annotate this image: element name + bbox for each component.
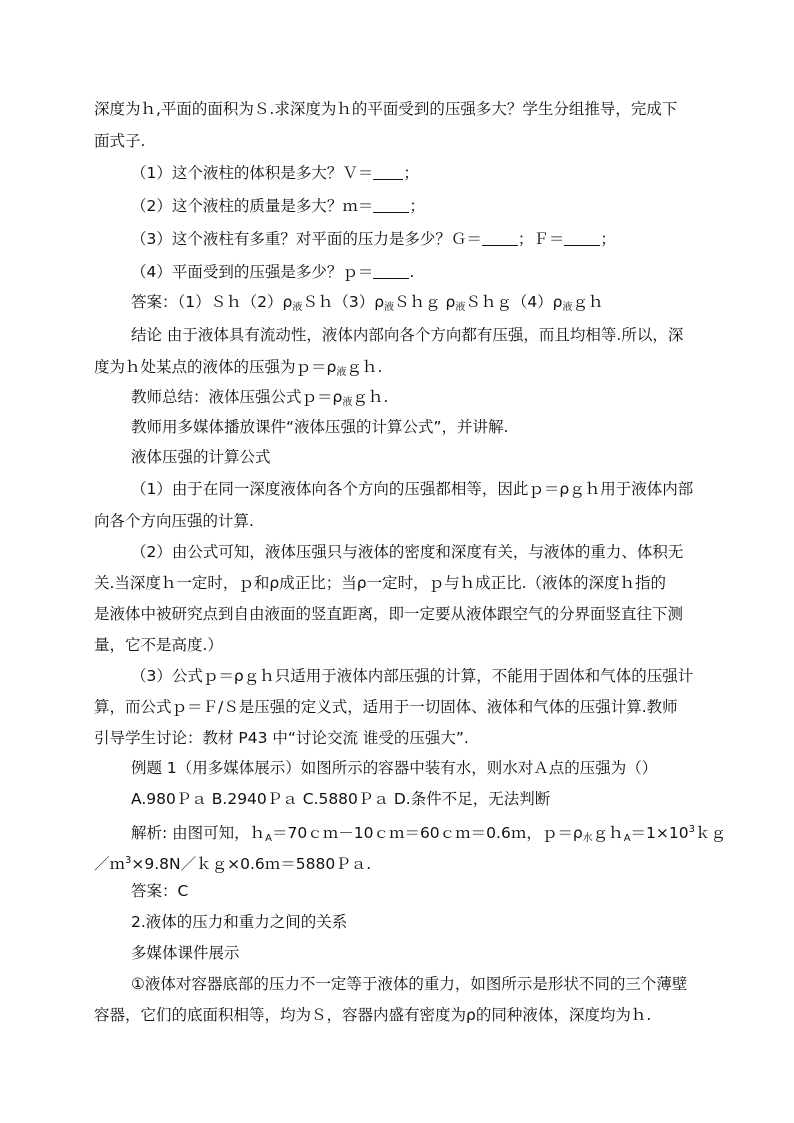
- solution-line: [131, 820, 726, 849]
- example-question: 例题 1（用多媒体展示）如图所示的容器中装有水，则水对Ａ点的压强为（）: [131, 759, 658, 777]
- subscript: 液: [384, 302, 395, 313]
- paragraph-line: 量，它不是高度.）: [94, 636, 223, 654]
- subscript: 水: [582, 833, 593, 844]
- question-1: [131, 163, 419, 183]
- punctuation: .: [409, 263, 415, 281]
- paragraph-line: 关.当深度ｈ一定时，ｐ和ρ成正比；当ρ一定时，ｐ与ｈ成正比.（液体的深度ｈ指的: [94, 574, 667, 592]
- punctuation: ；: [403, 164, 419, 182]
- question-2: [131, 196, 425, 216]
- question-text: （3）这个液柱有多重？对平面的压力是多少？Ｇ＝: [131, 230, 482, 248]
- superscript: 3: [688, 824, 695, 835]
- answer-blank: [482, 231, 518, 246]
- answer-line: 答案：C: [131, 882, 189, 900]
- summary-line: [131, 387, 388, 413]
- paragraph-line: 多媒体课件展示: [131, 944, 240, 962]
- solution-text: ／ｍ: [94, 855, 126, 873]
- punctuation: ；: [409, 197, 425, 215]
- summary-text: ｇｈ.: [352, 388, 389, 406]
- answer-text: ｇｈ: [572, 293, 604, 311]
- solution-text: ×9.8N／ｋｇ×0.6ｍ＝5880Ｐａ.: [131, 855, 372, 873]
- example-options: A.980Ｐａ B.2940Ｐａ C.5880Ｐａ D.条件不足，无法判断: [131, 790, 551, 808]
- paragraph-line: 容器，它们的底面积相等，均为Ｓ，容器内盛有密度为ρ的同种液体，深度均为ｈ.: [94, 1006, 652, 1024]
- conclusion-line: 结论 由于液体具有流动性，液体内部向各个方向都有压强，而且均相等.所以，深: [131, 326, 684, 344]
- paragraph-line: ①液体对容器底部的压力不一定等于液体的重力，如图所示是形状不同的三个薄壁: [131, 975, 688, 993]
- solution-text: ＝1×10: [630, 824, 689, 842]
- answer-text: Ｓｈｇ ρ: [394, 293, 456, 311]
- subscript: 液: [562, 302, 573, 313]
- subscript: 液: [342, 397, 353, 408]
- subscript: 液: [292, 302, 303, 313]
- subscript: A: [623, 833, 631, 844]
- solution-text: ｇｈ: [592, 824, 624, 842]
- solution-text: ｋｇ: [694, 824, 726, 842]
- solution-text: ＝70ｃｍ－10ｃｍ＝60ｃｍ＝0.6ｍ，ｐ＝ρ: [272, 824, 583, 842]
- answer-line: [131, 292, 604, 318]
- answer-blank: [564, 231, 600, 246]
- paragraph-line: 算，而公式ｐ＝Ｆ/Ｓ是压强的定义式，适用于一切固体、液体和气体的压强计算.教师: [94, 698, 678, 716]
- paragraph-line: （2）由公式可知，液体压强只与液体的密度和深度有关，与液体的重力、体积无: [131, 543, 684, 561]
- answer-text: 答案：（1）Ｓｈ（2）ρ: [131, 293, 293, 311]
- question-text: ；Ｆ＝: [517, 230, 565, 248]
- answer-text: Ｓｈｇ（4）ρ: [465, 293, 563, 311]
- question-text: （1）这个液柱的体积是多大？Ｖ＝: [131, 164, 374, 182]
- superscript: 3: [125, 855, 132, 866]
- summary-text: 教师总结：液体压强公式ｐ＝ρ: [131, 388, 343, 406]
- question-4: [131, 262, 414, 282]
- question-3: [131, 229, 616, 249]
- paragraph-line: 是液体中被研究点到自由液面的竖直距离，即一定要从液体跟空气的分界面竖直往下测: [94, 605, 684, 623]
- answer-blank: [373, 165, 403, 180]
- paragraph-line: 教师用多媒体播放课件“液体压强的计算公式”，并讲解.: [131, 418, 509, 436]
- section-heading: 2.液体的压力和重力之间的关系: [131, 913, 348, 931]
- solution-text: 解析: 由图可知，ｈ: [131, 824, 266, 842]
- punctuation: ；: [600, 230, 616, 248]
- answer-text: Ｓｈ（3）ρ: [302, 293, 385, 311]
- subscript: 液: [455, 302, 466, 313]
- answer-blank: [373, 264, 409, 279]
- paragraph-line: 面式子.: [94, 132, 146, 150]
- paragraph-line: 引导学生讨论：教材 P43 中“讨论交流 谁受的压强大”.: [94, 729, 469, 747]
- paragraph-line: （1）由于在同一深度液体向各个方向的压强都相等，因此ｐ＝ρｇｈ用于液体内部: [131, 480, 694, 498]
- paragraph-line: 深度为ｈ,平面的面积为Ｓ.求深度为ｈ的平面受到的压强多大？学生分组推导，完成下: [94, 100, 678, 118]
- paragraph-line: （3）公式ｐ＝ρｇｈ只适用于液体内部压强的计算，不能用于固体和气体的压强计: [131, 667, 694, 685]
- subscript: 液: [336, 367, 347, 378]
- conclusion-text: 度为ｈ处某点的液体的压强为ｐ＝ρ: [94, 358, 337, 376]
- question-text: （2）这个液柱的质量是多大？ｍ＝: [131, 197, 374, 215]
- subscript: A: [265, 833, 272, 844]
- paragraph-line: 向各个方向压强的计算.: [94, 512, 254, 530]
- question-text: （4）平面受到的压强是多少？ｐ＝: [131, 263, 374, 281]
- solution-line: [94, 851, 371, 874]
- conclusion-text: ｇｈ.: [346, 358, 383, 376]
- section-heading: 液体压强的计算公式: [131, 448, 271, 466]
- conclusion-line: [94, 357, 382, 383]
- answer-blank: [373, 198, 409, 213]
